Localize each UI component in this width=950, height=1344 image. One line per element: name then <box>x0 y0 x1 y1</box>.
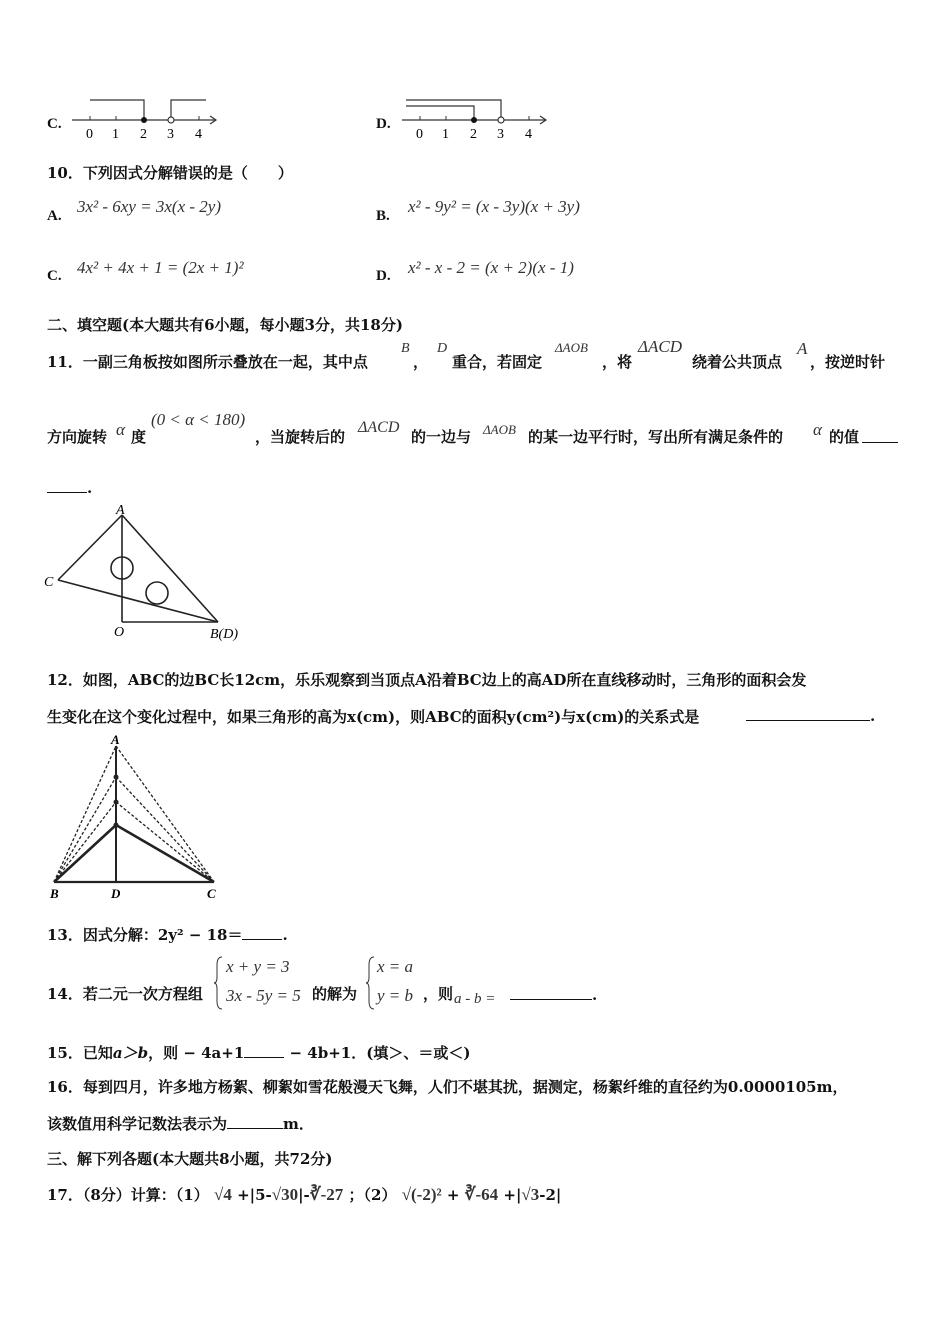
q11-range: (0 < α < 180) <box>151 410 246 429</box>
q11-text-3: ，将 <box>602 353 633 371</box>
tick-0: 0 <box>416 127 423 142</box>
q17-text-4: ；（2） <box>348 1186 397 1204</box>
q9-option-d-label: D. <box>376 116 391 132</box>
tick-3: 3 <box>497 127 504 142</box>
q16-unit: m． <box>283 1115 314 1133</box>
q17-sqrt3: √3 <box>521 1185 540 1204</box>
q14-expr: a - b = <box>454 991 496 1007</box>
q11-figure-triangles <box>40 500 260 645</box>
q14-answer-blank <box>510 985 597 1004</box>
q14-end: . <box>592 986 598 1004</box>
q11-fig-label-o: O <box>114 625 125 640</box>
q11-point-d: D <box>437 341 448 356</box>
q14-eq2: 3x - 5y = 5 <box>226 986 301 1005</box>
q13-text: 13．因式分解：2y² − 18＝ <box>47 926 243 944</box>
q9-option-d-number-line <box>398 96 558 146</box>
q11-vertex-a: A <box>797 339 808 358</box>
q12-end: . <box>870 707 876 725</box>
q17-cbrt-neg27: ∛-27 <box>309 1185 344 1204</box>
q11-acd: ΔACD <box>638 337 682 356</box>
q17-text-6: +| <box>503 1186 522 1204</box>
tick-2: 2 <box>140 127 147 142</box>
q13-end: . <box>282 926 288 944</box>
q11-line2-c: ，当旋转后的 <box>255 428 346 446</box>
q17-line <box>47 1184 561 1205</box>
q11-text-2: 重合，若固定 <box>452 353 543 371</box>
q12-answer-blank <box>746 706 875 725</box>
q12-line-2: 生变化在这个变化过程中，如果三角形的高为x(cm)，则ABC的面积y(cm²)与x(cm)的关系式是 <box>47 708 700 726</box>
q10-c-label: C. <box>47 268 62 284</box>
q17-sqrt4: √4 <box>213 1185 232 1204</box>
q11-aob-2: ΔAOB <box>483 422 516 437</box>
tick-0: 0 <box>86 127 93 142</box>
q9-option-c-number-line <box>68 96 228 146</box>
q11-end: . <box>87 479 93 497</box>
q11-alpha: α <box>116 420 125 439</box>
q10-d-label: D. <box>376 268 391 284</box>
q11-acd-2: ΔACD <box>358 419 400 436</box>
q10-d-expr: x² - x - 2 = (x + 2)(x - 1) <box>408 258 574 277</box>
q17-text-1: 17．（8分）计算：（1） <box>47 1186 209 1204</box>
q16-text: 该数值用科学记数法表示为 <box>47 1115 228 1133</box>
q15-line <box>47 1042 470 1063</box>
q11-answer-blank <box>862 428 898 447</box>
q11-fig-label-bd: B(D) <box>210 627 238 642</box>
q14-brace-1 <box>214 955 224 1011</box>
q17-text-5: + <box>446 1186 460 1204</box>
q13-line <box>47 924 288 945</box>
tick-4: 4 <box>195 127 202 142</box>
q16-line-1: 16．每到四月，许多地方杨絮、柳絮如雪花般漫天飞舞，人们不堪其扰，据测定，杨絮纤维的直径约为0.0000105m， <box>47 1078 848 1096</box>
q11-text-5: ，按逆时针 <box>810 353 886 371</box>
q11-answer-blank-cont <box>47 478 92 497</box>
q12-line-1: 12．如图，ABC的边BC长12cm，乐乐观察到当顶点A沿着BC边上的高AD所在直线移动时，三角形的面积会发 <box>47 671 807 689</box>
q15-text-2: ，则 − 4a+1 <box>148 1044 245 1062</box>
q15-text-1: 15．已知 <box>47 1044 113 1062</box>
q14-brace-2 <box>366 955 376 1011</box>
q14-text-1: 14．若二元一次方程组 <box>47 985 203 1003</box>
q15-text-3: − 4b+1．(填＞、＝或＜) <box>284 1044 471 1062</box>
section-2-heading: 二、填空题(本大题共有6小题，每小题3分，共18分) <box>47 316 403 334</box>
q11-text-1: 11．一副三角板按如图所示叠放在一起，其中点 <box>47 353 368 371</box>
q10-stem: 10．下列因式分解错误的是（ ） <box>47 164 293 182</box>
q11-line2-a: 方向旋转 <box>47 428 108 446</box>
q17-text-2: +|5- <box>237 1186 272 1204</box>
q11-alpha-2: α <box>813 420 822 439</box>
q12-figure-triangle <box>42 732 232 902</box>
q16-line-2 <box>47 1113 314 1134</box>
q10-c-expr: 4x² + 4x + 1 = (2x + 1)² <box>77 258 244 277</box>
q17-text-7: -2| <box>539 1186 562 1204</box>
q15-condition: a＞b <box>112 1044 149 1062</box>
q10-b-label: B. <box>376 208 390 224</box>
tick-3: 3 <box>167 127 174 142</box>
q11-fig-label-c: C <box>44 575 54 590</box>
q11-text-4: 绕着公共顶点 <box>692 353 783 371</box>
q10-b-expr: x² - 9y² = (x - 3y)(x + 3y) <box>408 197 580 216</box>
q11-line2-e: 的某一边平行时，写出所有满足条件的 <box>528 428 784 446</box>
q14-sol1: x = a <box>377 957 414 976</box>
tick-2: 2 <box>470 127 477 142</box>
tick-4: 4 <box>525 127 532 142</box>
q11-line2-d: 的一边与 <box>411 428 472 446</box>
q17-cbrt-neg64: ∛-64 <box>464 1185 499 1204</box>
q17-sqrt30: √30 <box>271 1185 299 1204</box>
q14-text-2: 的解为 <box>312 985 358 1003</box>
q12-fig-label-d: D <box>111 886 121 901</box>
q17-sqrt-neg2-squared: √(-2)² <box>401 1185 442 1204</box>
q11-aob: ΔAOB <box>555 340 588 355</box>
tick-1: 1 <box>442 127 449 142</box>
section-3-heading: 三、解下列各题(本大题共8小题，共72分) <box>47 1150 333 1168</box>
q10-a-label: A. <box>47 208 62 224</box>
q14-sol2: y = b <box>377 986 414 1005</box>
q11-comma: ， <box>413 353 429 371</box>
q17-text-3: |- <box>298 1186 310 1204</box>
q9-option-c-label: C. <box>47 116 62 132</box>
tick-1: 1 <box>112 127 119 142</box>
q11-line2-b: 度 <box>131 428 147 446</box>
q11-fig-label-a: A <box>116 503 125 518</box>
q11-line2-f: 的值 <box>829 428 860 446</box>
q10-a-expr: 3x² - 6xy = 3x(x - 2y) <box>77 197 221 216</box>
q12-fig-label-b: B <box>50 886 59 901</box>
q12-fig-label-a: A <box>111 732 120 747</box>
q14-text-3: ，则 <box>423 985 454 1003</box>
q12-fig-label-c: C <box>207 886 216 901</box>
q14-eq1: x + y = 3 <box>226 957 290 976</box>
q11-point-b: B <box>401 341 410 356</box>
